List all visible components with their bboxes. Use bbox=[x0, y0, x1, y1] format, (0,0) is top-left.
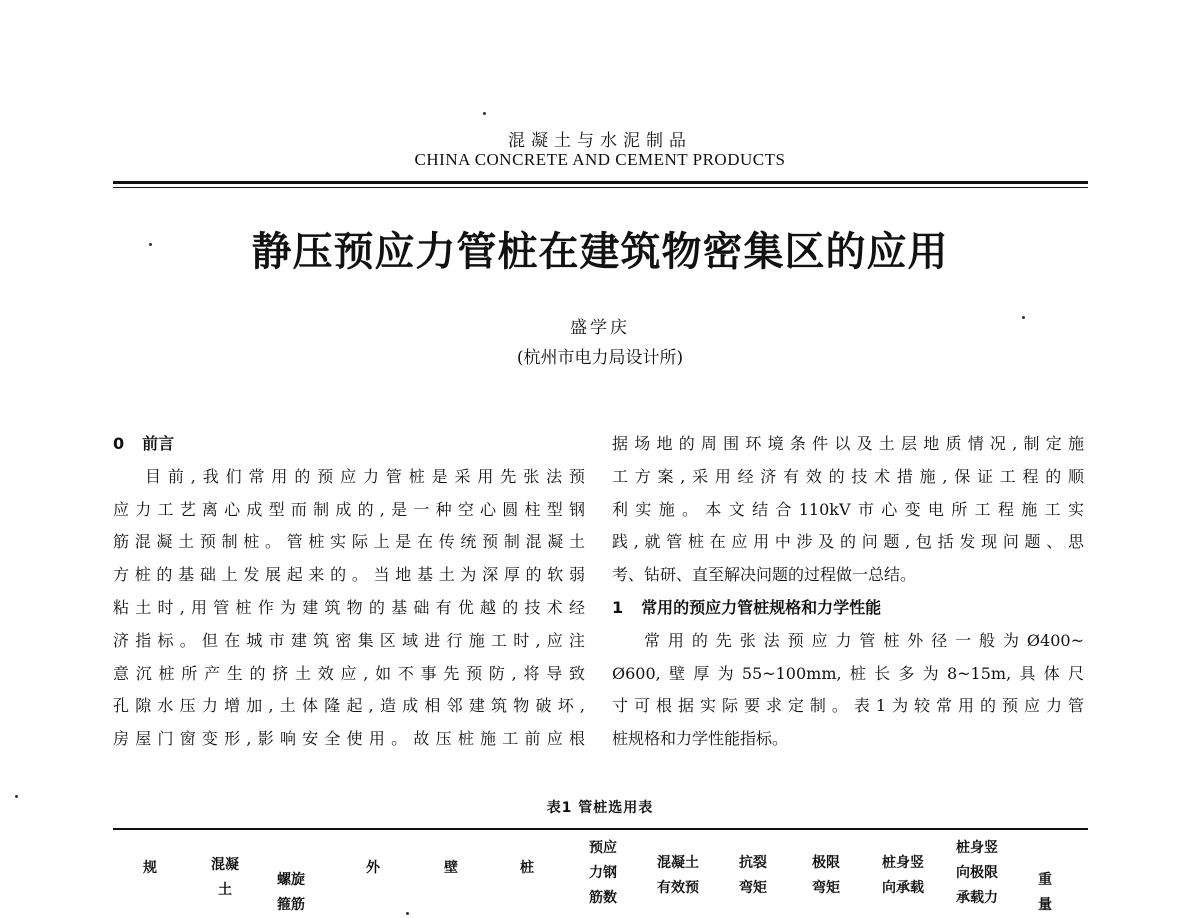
header-text: 桩身竖 bbox=[882, 855, 924, 871]
table-header-cell bbox=[944, 836, 1010, 911]
text-line: 孔隙水压力增加,土体隆起,造成相邻建筑物破坏, bbox=[113, 696, 585, 716]
header-rule-thick bbox=[113, 181, 1088, 184]
text-line: 济指标。但在城市建筑密集区域进行施工时,应注 bbox=[113, 630, 585, 650]
table-header-cell bbox=[801, 851, 851, 901]
header-text: 壁 bbox=[444, 860, 458, 876]
section-title: 前言 bbox=[142, 434, 175, 453]
text-line: 应力工艺离心成型而制成的,是一种空心圆柱型钢 bbox=[113, 499, 585, 519]
scan-speck bbox=[406, 912, 409, 915]
right-column bbox=[612, 428, 1084, 756]
article-author: 盛学庆 bbox=[570, 318, 630, 338]
header-text: 螺旋 bbox=[277, 872, 305, 888]
text-line: 桩规格和力学性能指标。 bbox=[612, 729, 789, 749]
left-column bbox=[113, 428, 585, 756]
table-header-cell bbox=[200, 853, 250, 903]
header-text: 抗裂 bbox=[739, 855, 767, 871]
header-text: 向承载 bbox=[882, 880, 924, 896]
text-line: 利实施。本文结合110kV市心变电所工程施工实 bbox=[612, 499, 1084, 519]
table-header-cell bbox=[135, 856, 165, 881]
text-line: 筋混凝土预制桩。管桩实际上是在传统预制混凝土 bbox=[113, 532, 585, 552]
text-line: 考、钻研、直至解决问题的过程做一总结。 bbox=[612, 565, 917, 585]
text-line: 房屋门窗变形,影响安全使用。故压桩施工前应根 bbox=[113, 729, 585, 749]
article-affiliation: (杭州市电力局设计所) bbox=[516, 348, 684, 368]
table-header-cell bbox=[266, 868, 316, 918]
table-caption: 表1 管桩选用表 bbox=[546, 800, 654, 816]
header-text: 规 bbox=[143, 860, 157, 876]
header-text: 外 bbox=[366, 860, 380, 876]
journal-name-english: CHINA CONCRETE AND CEMENT PRODUCTS bbox=[414, 150, 786, 169]
section-number: 0 bbox=[113, 434, 125, 453]
header-text: 筋数 bbox=[589, 890, 617, 906]
header-text: 极限 bbox=[812, 855, 840, 871]
text-line: 践,就管桩在应用中涉及的问题,包括发现问题、思 bbox=[612, 532, 1084, 552]
table-header-cell bbox=[578, 836, 628, 911]
header-text: 承载力 bbox=[956, 890, 998, 906]
header-text: 重 bbox=[1038, 872, 1052, 888]
text-line: 据场地的周围环境条件以及土层地质情况,制定施 bbox=[612, 434, 1084, 453]
header-text: 混凝土 bbox=[657, 855, 699, 871]
header-text: 向极限 bbox=[956, 865, 998, 881]
table-header-cell bbox=[728, 851, 778, 901]
section-heading-1 bbox=[612, 592, 1084, 625]
header-text: 预应 bbox=[589, 840, 617, 856]
header-text: 力钢 bbox=[589, 865, 617, 881]
scan-speck bbox=[483, 112, 486, 115]
article-title: 静压预应力管桩在建筑物密集区的应用 bbox=[251, 229, 949, 275]
text-line: 常用的先张法预应力管桩外径一般为Ø400~ bbox=[644, 630, 1084, 650]
text-line: 粘土时,用管桩作为建筑物的基础有优越的技术经 bbox=[113, 597, 585, 617]
header-text: 有效预 bbox=[657, 880, 699, 896]
table-header-cell bbox=[358, 856, 388, 881]
header-text: 量 bbox=[1038, 897, 1052, 913]
text-line: Ø600,壁厚为55~100mm,桩长多为8~15m,具体尺 bbox=[612, 663, 1084, 683]
table-header-cell bbox=[870, 851, 936, 901]
header-text: 弯矩 bbox=[739, 880, 767, 896]
section-title: 常用的预应力管桩规格和力学性能 bbox=[641, 597, 882, 617]
specs-paragraph bbox=[612, 625, 1084, 756]
header-text: 混凝 bbox=[211, 857, 239, 873]
table-header-cell bbox=[512, 856, 542, 881]
table-header-cell bbox=[436, 856, 466, 881]
text-line: 方桩的基础上发展起来的。当地基土为深厚的软弱 bbox=[113, 565, 585, 585]
header-rule-thin bbox=[113, 187, 1088, 188]
header-text: 桩 bbox=[520, 860, 534, 876]
text-line: 寸可根据实际要求定制。表1为较常用的预应力管 bbox=[612, 696, 1084, 716]
header-text: 土 bbox=[218, 882, 232, 898]
header-text: 弯矩 bbox=[812, 880, 840, 896]
section-heading-0 bbox=[113, 428, 585, 461]
intro-paragraph-continued bbox=[612, 428, 1084, 592]
header-text: 箍筋 bbox=[277, 897, 305, 913]
table-top-rule bbox=[113, 828, 1088, 830]
journal-name-chinese: 混凝土与水泥制品 bbox=[508, 131, 692, 151]
table-header-cell bbox=[1030, 868, 1060, 918]
section-number: 1 bbox=[612, 597, 624, 617]
intro-paragraph bbox=[113, 461, 585, 756]
text-line: 意沉桩所产生的挤土效应,如不事先预防,将导致 bbox=[113, 663, 585, 683]
header-text: 桩身竖 bbox=[956, 840, 998, 856]
text-line: 工方案,采用经济有效的技术措施,保证工程的顺 bbox=[612, 466, 1084, 486]
text-line: 目前,我们常用的预应力管桩是采用先张法预 bbox=[145, 466, 585, 486]
table-header-cell bbox=[645, 851, 711, 901]
